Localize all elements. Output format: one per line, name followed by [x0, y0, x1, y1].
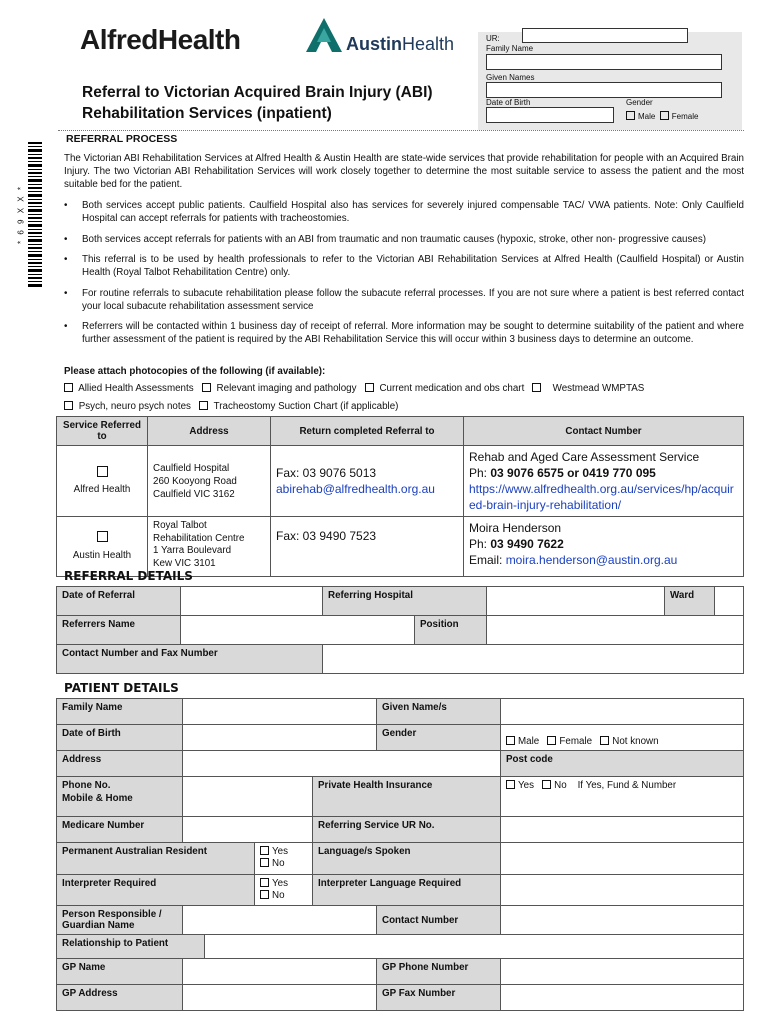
bullet-item: • This referral is to be used by health professionals to refer to the Victorian ABI Rehabilitation Services at Alfred Health (Caulfield Hospital) or Austin Health (Royal Talbot Rehabilitation Centre) only. — [64, 253, 744, 279]
referring-hospital-label: Referring Hospital — [323, 587, 487, 616]
attach-checkbox[interactable] — [532, 383, 541, 392]
private-health-yes-checkbox[interactable] — [506, 780, 515, 789]
gp-phone-label: GP Phone Number — [377, 959, 501, 985]
attach-checkbox[interactable] — [202, 383, 211, 392]
table-row — [57, 517, 744, 577]
referrers-name-label: Referrers Name — [57, 616, 181, 645]
interpreter-no-checkbox[interactable] — [260, 890, 269, 899]
person-responsible-field[interactable] — [183, 906, 377, 935]
position-label: Position — [415, 616, 487, 645]
medicare-label: Medicare Number — [57, 817, 183, 843]
medicare-field[interactable] — [183, 817, 313, 843]
female-checkbox[interactable] — [660, 111, 669, 120]
barcode-text: * 6 9 X X * — [16, 185, 26, 244]
contact-cell: Moira Henderson Ph: 03 9490 7622 Email: moira.henderson@austin.org.au — [464, 517, 744, 577]
address-field[interactable] — [183, 751, 501, 777]
not-known-checkbox[interactable] — [600, 736, 609, 745]
ur-label: UR: — [486, 34, 500, 43]
male-checkbox[interactable] — [506, 736, 515, 745]
contact-fax-field[interactable] — [323, 645, 744, 674]
family-name-field[interactable] — [183, 699, 377, 725]
bullet-item: • Both services accept referrals for patients with an ABI from traumatic and non traumatic causes (hypoxic, stroke, other non- progressive causes) — [64, 233, 744, 246]
given-names-field[interactable] — [486, 82, 722, 98]
return-cell: Fax: 03 9076 5013 abirehab@alfredhealth.org.au — [271, 446, 464, 517]
header-divider — [58, 130, 744, 131]
date-of-referral-label: Date of Referral — [57, 587, 181, 616]
resident-no-checkbox[interactable] — [260, 858, 269, 867]
male-checkbox[interactable] — [626, 111, 635, 120]
alfred-url-link[interactable]: https://www.alfredhealth.org.au/services/hp/acquired-brain-injury-rehabilitation/ — [469, 482, 734, 512]
alfred-health-logo: AlfredHealth — [80, 24, 241, 55]
post-code-label: Post code — [501, 751, 744, 777]
gp-address-field[interactable] — [183, 985, 377, 1011]
attach-checkbox[interactable] — [64, 383, 73, 392]
alfred-checkbox[interactable] — [97, 466, 108, 477]
relationship-field[interactable] — [205, 935, 744, 959]
phone-label: Phone No. Mobile & Home — [57, 777, 183, 817]
gp-phone-field[interactable] — [501, 959, 744, 985]
dob-field[interactable] — [183, 725, 377, 751]
patient-details-table — [56, 698, 744, 1011]
referring-ur-field[interactable] — [501, 817, 744, 843]
gender-options: Male Female — [626, 112, 698, 121]
gender-label: Gender — [377, 725, 501, 751]
dob-field[interactable] — [486, 107, 614, 123]
gender-label: Gender — [626, 98, 653, 107]
referral-details-table — [56, 586, 744, 674]
patient-details-heading: PATIENT DETAILS — [64, 681, 179, 695]
ward-field[interactable] — [715, 587, 744, 616]
gp-address-label: GP Address — [57, 985, 183, 1011]
private-health-label: Private Health Insurance — [313, 777, 501, 817]
attach-checkbox[interactable] — [365, 383, 374, 392]
contact-table — [56, 416, 744, 577]
address-cell: Royal Talbot Rehabilitation Centre 1 Yarra Boulevard Kew VIC 3101 — [148, 517, 271, 577]
austin-health-logo: AustinHealth — [346, 34, 455, 54]
family-name-field[interactable] — [486, 54, 722, 70]
patient-id-box — [478, 32, 742, 130]
interpreter-yes-checkbox[interactable] — [260, 878, 269, 887]
austin-checkbox[interactable] — [97, 531, 108, 542]
attach-checkbox[interactable] — [199, 401, 208, 410]
bullet-item: • Both services accept public patients. Caulfield Hospital also has services for severely injured compensable TAC/ VWA patients. Note: Only Caulfield Hospital can accept referrals for patients with tracheostomies. — [64, 199, 744, 225]
return-cell: Fax: 03 9490 7523 — [271, 517, 464, 577]
form-title: Referral to Victorian Acquired Brain Injury (ABI) Rehabilitation Services (inpatient) — [82, 84, 433, 122]
barcode — [6, 142, 46, 290]
referral-process-heading: REFERRAL PROCESS — [66, 133, 178, 145]
attach-row-1: Allied Health Assessments Relevant imaging and pathology Current medication and obs chart Westmead WMPTAS — [64, 383, 644, 394]
attach-checkbox[interactable] — [64, 401, 73, 410]
attach-heading: Please attach photocopies of the following (if available): — [64, 366, 326, 377]
interpreter-label: Interpreter Required — [57, 875, 255, 906]
family-name-label: Family Name — [57, 699, 183, 725]
gp-name-field[interactable] — [183, 959, 377, 985]
private-health-no-checkbox[interactable] — [542, 780, 551, 789]
table-row — [57, 446, 744, 517]
languages-label: Language/s Spoken — [313, 843, 501, 875]
contact-cell: Rehab and Aged Care Assessment Service Ph: 03 9076 6575 or 0419 770 095 https://www.alfredhealth.org.au/services/hp/acquired-brain-injury-rehabilitation/ — [464, 446, 744, 517]
date-of-referral-field[interactable] — [181, 587, 323, 616]
female-checkbox[interactable] — [547, 736, 556, 745]
col-service: Service Referred to — [57, 417, 148, 446]
resident-label: Permanent Australian Resident — [57, 843, 255, 875]
col-return: Return completed Referral to — [271, 417, 464, 446]
bullet-item: • For routine referrals to subacute rehabilitation please follow the subacute referral processes. If you are not sure where a patient is best referred contact your local subacute rehabilitation assessment service — [64, 287, 744, 313]
referrers-name-field[interactable] — [181, 616, 415, 645]
referring-hospital-field[interactable] — [487, 587, 665, 616]
gp-name-label: GP Name — [57, 959, 183, 985]
alfred-email-link[interactable]: abirehab@alfredhealth.org.au — [276, 482, 435, 496]
given-names-label: Given Names — [486, 73, 535, 82]
interpreter-options: Yes No — [255, 875, 313, 906]
interpreter-language-field[interactable] — [501, 875, 744, 906]
dob-label: Date of Birth — [57, 725, 183, 751]
contact-fax-label: Contact Number and Fax Number — [57, 645, 323, 674]
interpreter-language-label: Interpreter Language Required — [313, 875, 501, 906]
ward-label: Ward — [665, 587, 715, 616]
referring-ur-label: Referring Service UR No. — [313, 817, 501, 843]
bullet-item: • Referrers will be contacted within 1 business day of receipt of referral. More information may be sought to determine suitability of the patient and where further assessment of the patient is required by the ABI Rehabilitation Service this will occur within 3 business days to determine an outcome. — [64, 320, 744, 346]
service-cell: Austin Health — [57, 517, 148, 577]
resident-options: Yes No — [255, 843, 313, 875]
given-names-label: Given Name/s — [377, 699, 501, 725]
languages-field[interactable] — [501, 843, 744, 875]
service-cell: Alfred Health — [57, 446, 148, 517]
austin-health-logo-icon — [306, 18, 342, 57]
phone-field[interactable] — [183, 777, 313, 817]
family-name-label: Family Name — [486, 44, 534, 53]
ur-field[interactable] — [522, 28, 688, 43]
resident-yes-checkbox[interactable] — [260, 846, 269, 855]
referral-details-heading: REFERRAL DETAILS — [64, 569, 193, 583]
intro-paragraph: The Victorian ABI Rehabilitation Services at Alfred Health & Austin Health are state-wide services that provide rehabilitation for people with an Acquired Brain Injury. The two Victorian ABI Rehabilitation Services will work closely together to determine the most suitable service to assess the patient and the most suitable bed for the patient. — [64, 153, 744, 190]
col-address: Address — [148, 417, 271, 446]
person-responsible-label: Person Responsible / Guardian Name — [57, 906, 183, 935]
dob-label: Date of Birth — [486, 98, 531, 107]
address-cell: Caulfield Hospital 260 Kooyong Road Caulfield VIC 3162 — [148, 446, 271, 517]
gp-fax-label: GP Fax Number — [377, 985, 501, 1011]
relationship-label: Relationship to Patient — [57, 935, 205, 959]
address-label: Address — [57, 751, 183, 777]
position-field[interactable] — [487, 616, 744, 645]
austin-email-link[interactable]: moira.henderson@austin.org.au — [505, 553, 678, 567]
col-contact: Contact Number — [464, 417, 744, 446]
gender-options: Male Female Not known — [501, 725, 744, 751]
contact-number-field[interactable] — [501, 906, 744, 935]
private-health-options: Yes No If Yes, Fund & Number — [501, 777, 744, 817]
gp-fax-field[interactable] — [501, 985, 744, 1011]
attach-row-2: Psych, neuro psych notes Tracheostomy Suction Chart (if applicable) — [64, 401, 398, 412]
given-names-field[interactable] — [501, 699, 744, 725]
contact-number-label: Contact Number — [377, 906, 501, 935]
